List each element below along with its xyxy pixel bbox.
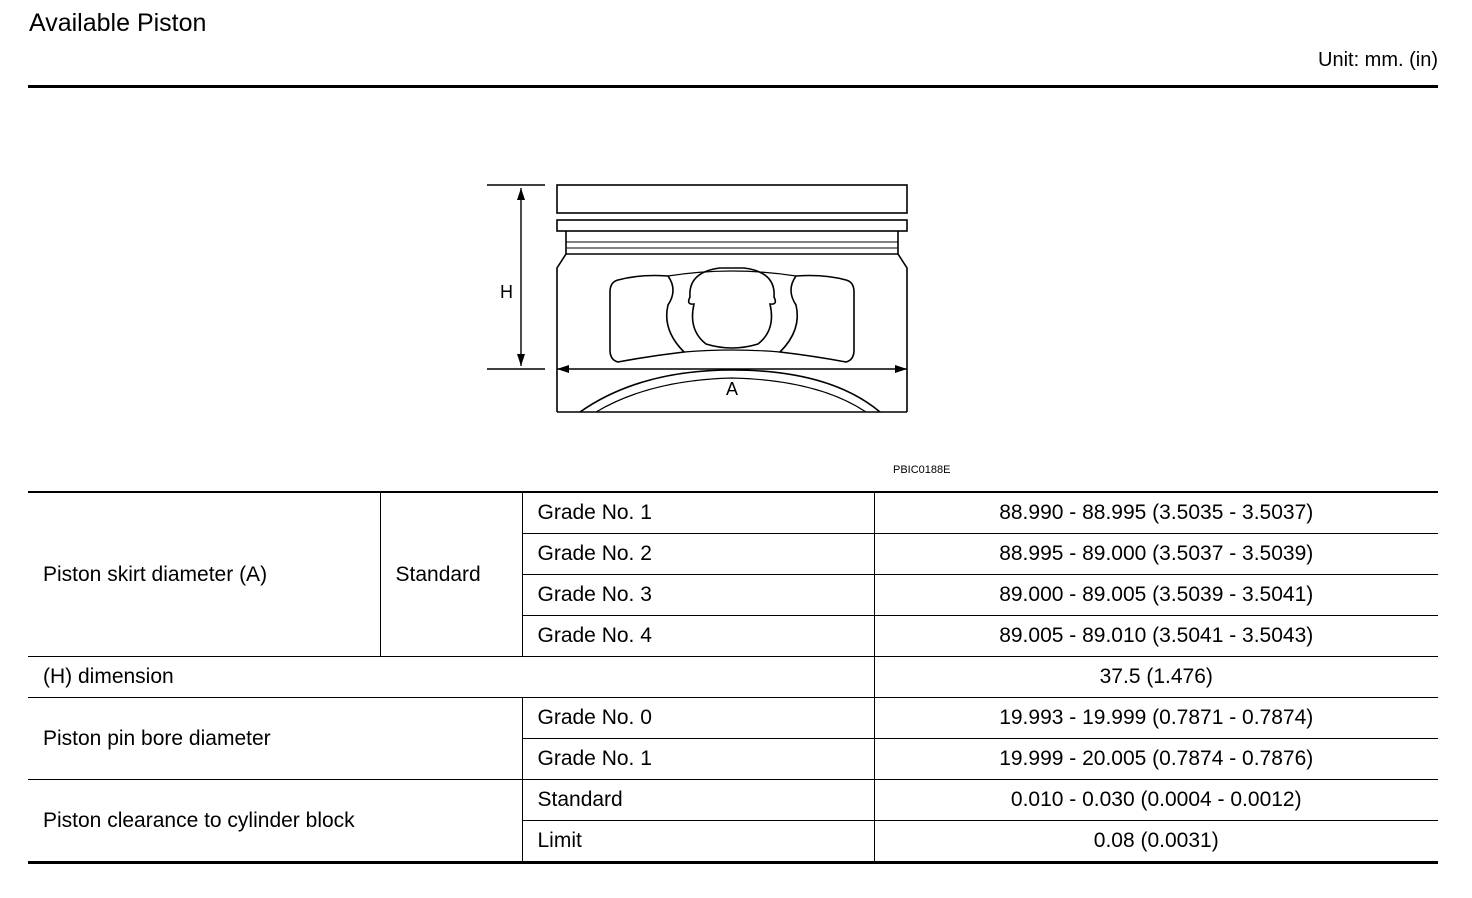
grade-value: 88.990 - 88.995 (3.5035 - 3.5037) xyxy=(874,492,1438,534)
piston-ring-groove xyxy=(557,220,907,231)
grade-value: 88.995 - 89.000 (3.5037 - 3.5039) xyxy=(874,534,1438,575)
grade-value: 19.993 - 19.999 (0.7871 - 0.7874) xyxy=(874,698,1438,739)
unit-label: Unit: mm. (in) xyxy=(1318,49,1438,71)
piston-left-window xyxy=(610,276,684,363)
clearance-label: Piston clearance to cylinder block xyxy=(28,780,522,863)
piston-crown xyxy=(557,185,907,213)
grade-label: Grade No. 1 xyxy=(522,739,874,780)
grade-value: 89.000 - 89.005 (3.5039 - 3.5041) xyxy=(874,575,1438,616)
dimension-a-label: A xyxy=(726,379,739,399)
grade-value: 19.999 - 20.005 (0.7874 - 0.7876) xyxy=(874,739,1438,780)
table-row xyxy=(28,698,1438,739)
h-dimension-label: (H) dimension xyxy=(28,657,874,698)
skirt-class-label: Standard xyxy=(380,492,522,657)
grade-label: Grade No. 1 xyxy=(522,492,874,534)
grade-label: Grade No. 4 xyxy=(522,616,874,657)
clearance-type-label: Limit xyxy=(522,821,874,863)
h-dimension-value: 37.5 (1.476) xyxy=(874,657,1438,698)
clearance-value: 0.010 - 0.030 (0.0004 - 0.0012) xyxy=(874,780,1438,821)
page-title: Available Piston xyxy=(29,9,207,37)
grade-label: Grade No. 3 xyxy=(522,575,874,616)
piston-right-window xyxy=(780,276,854,363)
clearance-value: 0.08 (0.0031) xyxy=(874,821,1438,863)
piston-spec-table xyxy=(28,491,1438,864)
pin-bore-label: Piston pin bore diameter xyxy=(28,698,522,780)
skirt-diameter-label: Piston skirt diameter (A) xyxy=(28,492,380,657)
grade-label: Grade No. 0 xyxy=(522,698,874,739)
clearance-type-label: Standard xyxy=(522,780,874,821)
table-row xyxy=(28,492,1438,534)
piston-pin-bore xyxy=(689,268,776,348)
table-row xyxy=(28,780,1438,821)
table-row xyxy=(28,657,1438,698)
grade-label: Grade No. 2 xyxy=(522,534,874,575)
dimension-h-label: H xyxy=(500,282,513,302)
grade-value: 89.005 - 89.010 (3.5041 - 3.5043) xyxy=(874,616,1438,657)
figure-code: PBIC0188E xyxy=(893,464,951,476)
